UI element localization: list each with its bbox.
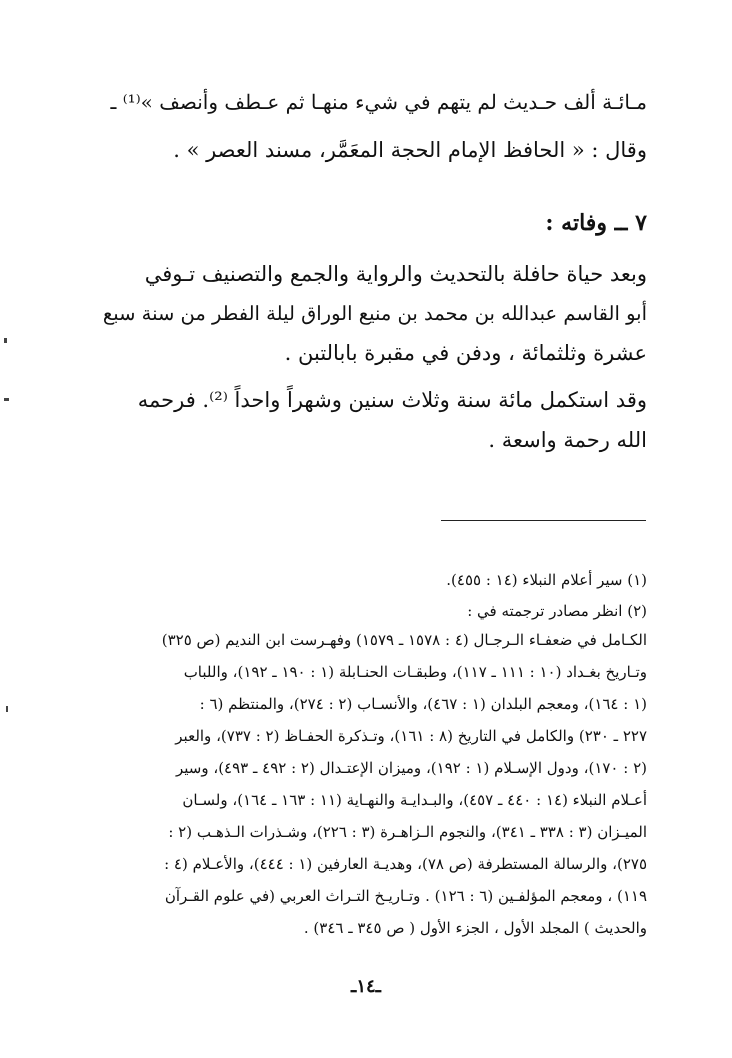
footnote-line-7: (٢ : ١٧٠)، ودول الإسـلام (١ : ١٩٢)، وميزان الإعتـدال (٢ : ٤٩٢ ـ ٤٩٣)، وسير (175, 759, 647, 777)
section-line-3: عشرة وثلثمائة ، ودفن في مقبرة بابالتبن . (284, 341, 647, 365)
footnote-line-2: (٢) انظر مصادر ترجمته في : (467, 602, 647, 620)
footnote-line-1: (١) سير أعلام النبلاء (١٤ : ٤٥٥). (446, 571, 647, 589)
body-line-1: مـائـة ألف حـديث لم يتهم في شيء منهـا ثم عـطف وأنصف »⁽¹⁾ ـ (110, 90, 647, 114)
footnote-line-11: ١١٩) ، ومعجم المؤلفـين (٦ : ١٢٦) . وتـاريـخ التـراث العربي (في علوم القـرآن (164, 887, 647, 905)
footnote-line-9: الميـزان (٣ : ٣٣٨ ـ ٣٤١)، والنجوم الـزاهـرة (٣ : ٢٢٦)، وشـذرات الـذهـب (٢ : (168, 823, 647, 841)
footnote-line-5: (١ : ١٦٤)، ومعجم البلدان (١ : ٤٦٧)، والأنسـاب (٢ : ٢٧٤)، والمنتظم (٦ : (199, 695, 647, 713)
section-line-1: وبعد حياة حافلة بالتحديث والرواية والجمع والتصنيف تـوفي (144, 262, 647, 286)
footnote-line-10: ٢٧٥)، والرسالة المستطرفة (ص ٧٨)، وهديـة العارفين (١ : ٤٤٤)، والأعـلام (٤ : (164, 855, 647, 873)
section-line-4: وقد استكمل مائة سنة وثلاث سنين وشهراً واحداً ⁽²⁾. فرحمه (137, 388, 647, 412)
page-number: ـ١٤ـ (351, 976, 381, 997)
footnote-line-6: ٢٢٧ ـ ٢٣٠) والكامل في التاريخ (٨ : ١٦١)، وتـذكرة الحفـاظ (٢ : ٧٣٧)، والعبر (175, 727, 647, 745)
footnote-line-12: والحديث ) المجلد الأول ، الجزء الأول ( ص ٣٤٥ ـ ٣٤٦) . (303, 919, 647, 937)
footnote-line-3: الكـامل في ضعفـاء الـرجـال (٤ : ١٥٧٨ ـ ١٥٧٩) وفهـرست ابن النديم (ص ٣٢٥) (161, 631, 647, 649)
scan-mark (4, 398, 9, 401)
scan-mark (4, 338, 7, 343)
section-heading: ٧ ــ وفاته : (545, 210, 647, 236)
footnote-separator (441, 520, 646, 521)
footnote-line-4: وتـاريخ بغـداد (١٠ : ١١١ ـ ١١٧)، وطبقـات الحنـابلة (١ : ١٩٠ ـ ١٩٢)، واللباب (183, 663, 647, 681)
section-line-5: الله رحمة واسعة . (488, 428, 647, 452)
section-line-2: أبو القاسم عبدالله بن محمد بن منيع الوراق ليلة الفطر من سنة سبع (102, 302, 647, 325)
scan-mark (6, 706, 8, 712)
footnote-line-8: أعـلام النبلاء (١٤ : ٤٤٠ ـ ٤٥٧)، والبـدايـة والنهـاية (١١ : ١٦٣ ـ ١٦٤)، ولسـان (182, 791, 647, 809)
body-line-2: وقال : « الحافظ الإمام الحجة المعَمَّر، مسند العصر » . (173, 138, 647, 162)
